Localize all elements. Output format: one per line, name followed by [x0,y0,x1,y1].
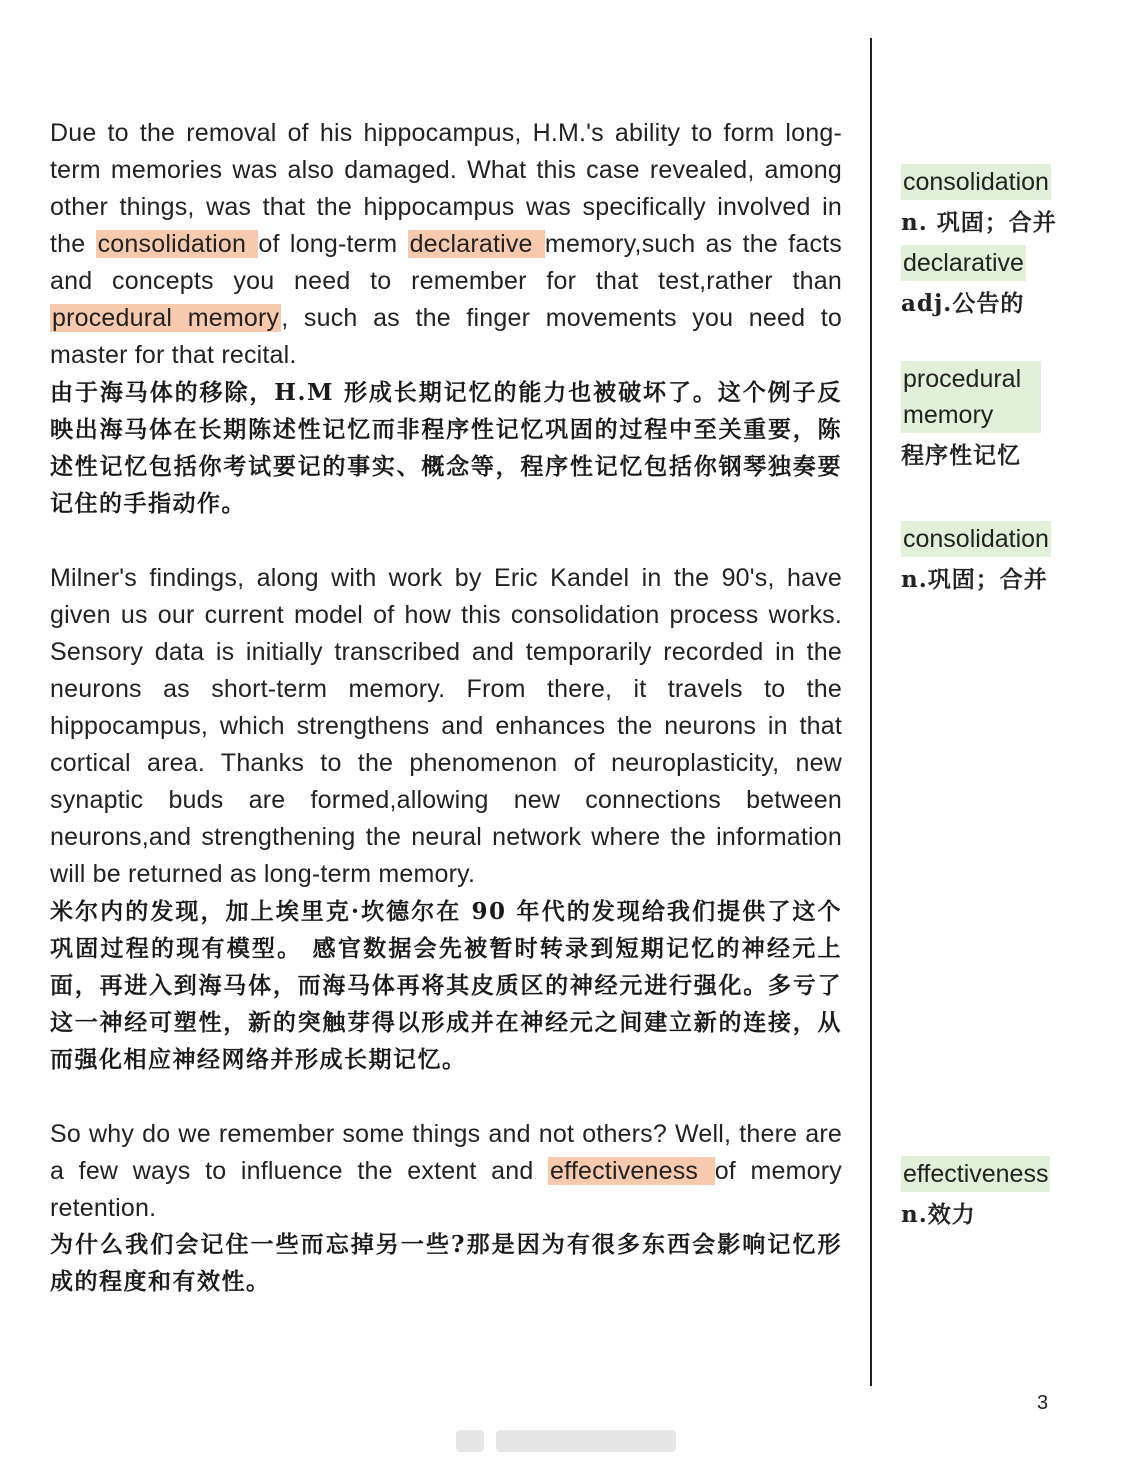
text-run: of long-term [258,230,408,258]
vocab-term-declarative: declarative [901,245,1026,281]
paragraph-1-chinese: 由于海马体的移除，H.M 形成长期记忆的能力也被破坏了。这个例子反映出海马体在长期陈述性记忆而非程序性记忆巩固的过程中至关重要，陈述性记忆包括你考试要记的事实、概念等，程序性记忆包括你钢琴独奏要记住的手指动作。 [50,379,842,517]
text-run: of memory retention. [50,1157,842,1222]
text-run: memory,such as the facts and concepts you need to remember for that test,rather than [50,230,843,295]
highlight-consolidation: consolidation [97,230,257,258]
vocab-group-4 [901,1154,1116,1235]
highlight-declarative: declarative [409,230,543,258]
vocab-term-effectiveness: effectiveness [901,1156,1050,1192]
vocab-group-2 [901,361,1041,476]
vocab-term-consolidation: consolidation [901,164,1051,200]
watermark-mark [456,1430,484,1452]
vocab-definition: adj.公告的 [901,290,1025,317]
text-run: So why do we remember some things and not others? Well, there are a few ways to influence the extent and [50,1120,842,1185]
highlight-effectiveness: effectiveness [550,1157,713,1185]
paragraph-2-english: Milner's findings, along with work by Eric Kandel in the 90's, have given us our current model of how this consolidation process works. Sensory data is initially transcribed and temporarily recorded in the neurons as short-term memory. From there, it travels to the hippocampus, which strengthens and enhances the neurons in that cortical area. Thanks to the phenomenon of neuroplasticity, new synaptic buds are formed,allowing new connections between neurons,and strengthening the neural network where the information will be returned as long-term memory. [50,564,842,888]
watermark [456,1424,676,1458]
text-run: , such as the finger movements you need to master for that recital. [50,304,842,369]
highlight-procedural-memory: procedural memory [52,304,280,332]
vocab-term-consolidation: consolidation [901,521,1051,557]
paragraph-3-chinese: 为什么我们会记住一些而忘掉另一些?那是因为有很多东西会影响记忆形成的程度和有效性。 [50,1231,842,1295]
text-run: Due to the removal of his hippocampus, H.M.'s ability to form long-term memories was also damaged. What this case revealed, among other things, was that the hippocampus was specifically involved in the [50,119,842,258]
watermark-mark [496,1430,676,1452]
vocab-definition: n. 巩固；合并 [901,209,1057,236]
vocab-definition: n.效力 [901,1201,976,1228]
vocab-definition: 程序性记忆 [901,442,1021,469]
margin-divider-line [870,38,872,1386]
page-number: 3 [1037,1392,1049,1414]
vocab-term-procedural-memory: procedural memory [901,361,1041,433]
paragraph-3-english [50,1116,842,1227]
vocab-group-3 [901,519,1116,600]
paragraph-1-english [50,115,842,374]
vocab-group-1 [901,162,1116,324]
vocab-definition: n.巩固；合并 [901,566,1048,593]
paragraph-2-chinese: 米尔内的发现，加上埃里克·坎德尔在 90 年代的发现给我们提供了这个巩固过程的现有模型。 感官数据会先被暂时转录到短期记忆的神经元上面，再进入到海马体，而海马体再将其皮质区的神经元进行强化。多亏了这一神经可塑性，新的突触芽得以形成并在神经元之间建立新的连接，从而强化相应神经网络并形成长期记忆。 [50,898,842,1073]
